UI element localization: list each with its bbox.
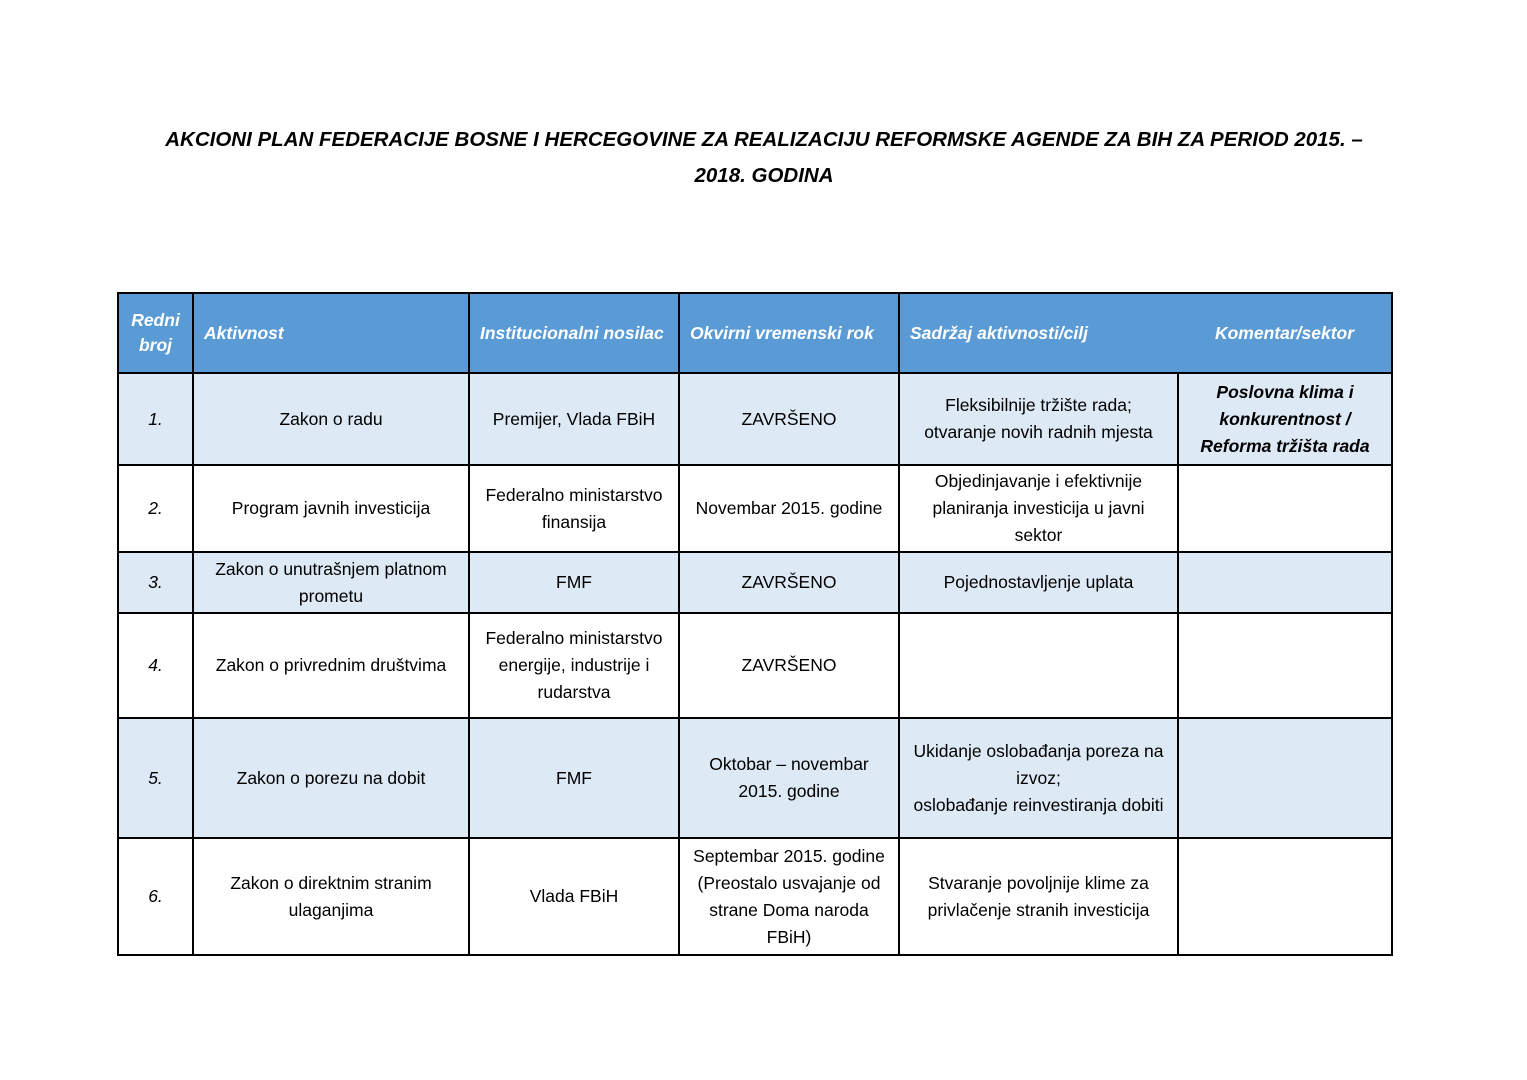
document-title: AKCIONI PLAN FEDERACIJE BOSNE I HERCEGOVINE ZA REALIZACIJU REFORMSKE AGENDE ZA BIH ZA PERIOD 2015. – 2018. GODINA [165, 128, 1363, 187]
cell-sadrzaj: Objedinjavanje i efektivnije planiranja investicija u javni sektor [899, 465, 1178, 552]
cell-rok: Novembar 2015. godine [679, 465, 899, 552]
cell-komentar [1178, 465, 1392, 552]
table-header-row [118, 293, 1392, 373]
cell-nosilac: FMF [469, 718, 679, 838]
cell-redni-broj: 6. [118, 838, 193, 955]
cell-rok: ZAVRŠENO [679, 613, 899, 718]
table-row [118, 552, 1392, 613]
cell-rok: ZAVRŠENO [679, 552, 899, 613]
action-plan-table [117, 292, 1393, 956]
cell-aktivnost: Zakon o porezu na dobit [193, 718, 469, 838]
table-row [118, 613, 1392, 718]
header-redni-broj: Redni broj [118, 293, 193, 373]
table-row [118, 373, 1392, 465]
cell-sadrzaj [899, 613, 1178, 718]
header-institucionalni-nosilac: Institucionalni nosilac [469, 293, 679, 373]
cell-redni-broj: 3. [118, 552, 193, 613]
cell-aktivnost: Zakon o direktnim stranim ulaganjima [193, 838, 469, 955]
cell-redni-broj: 2. [118, 465, 193, 552]
cell-komentar [1178, 552, 1392, 613]
cell-aktivnost: Zakon o unutrašnjem platnom prometu [193, 552, 469, 613]
cell-nosilac: FMF [469, 552, 679, 613]
table-row [118, 465, 1392, 552]
cell-nosilac: Federalno ministarstvo energije, industrije i rudarstva [469, 613, 679, 718]
cell-komentar: Poslovna klima i konkurentnost / Reforma tržišta rada [1178, 373, 1392, 465]
header-komentar-sektor: Komentar/sektor [1178, 293, 1392, 373]
cell-sadrzaj: Fleksibilnije tržište rada; otvaranje novih radnih mjesta [899, 373, 1178, 465]
cell-sadrzaj: Stvaranje povoljnije klime za privlačenje stranih investicija [899, 838, 1178, 955]
table-row [118, 838, 1392, 955]
header-sadrzaj-aktivnosti: Sadržaj aktivnosti/cilj [899, 293, 1178, 373]
cell-nosilac: Vlada FBiH [469, 838, 679, 955]
cell-komentar [1178, 718, 1392, 838]
header-okvirni-vremenski-rok: Okvirni vremenski rok [679, 293, 899, 373]
cell-redni-broj: 1. [118, 373, 193, 465]
cell-aktivnost: Zakon o radu [193, 373, 469, 465]
cell-rok: Oktobar – novembar 2015. godine [679, 718, 899, 838]
cell-sadrzaj: Pojednostavljenje uplata [899, 552, 1178, 613]
header-aktivnost: Aktivnost [193, 293, 469, 373]
cell-sadrzaj: Ukidanje oslobađanja poreza na izvoz; oslobađanje reinvestiranja dobiti [899, 718, 1178, 838]
cell-redni-broj: 5. [118, 718, 193, 838]
cell-nosilac: Federalno ministarstvo finansija [469, 465, 679, 552]
cell-rok: ZAVRŠENO [679, 373, 899, 465]
cell-komentar [1178, 613, 1392, 718]
cell-aktivnost: Zakon o privrednim društvima [193, 613, 469, 718]
cell-redni-broj: 4. [118, 613, 193, 718]
cell-komentar [1178, 838, 1392, 955]
cell-aktivnost: Program javnih investicija [193, 465, 469, 552]
table-row [118, 718, 1392, 838]
cell-rok: Septembar 2015. godine (Preostalo usvajanje od strane Doma naroda FBiH) [679, 838, 899, 955]
cell-nosilac: Premijer, Vlada FBiH [469, 373, 679, 465]
